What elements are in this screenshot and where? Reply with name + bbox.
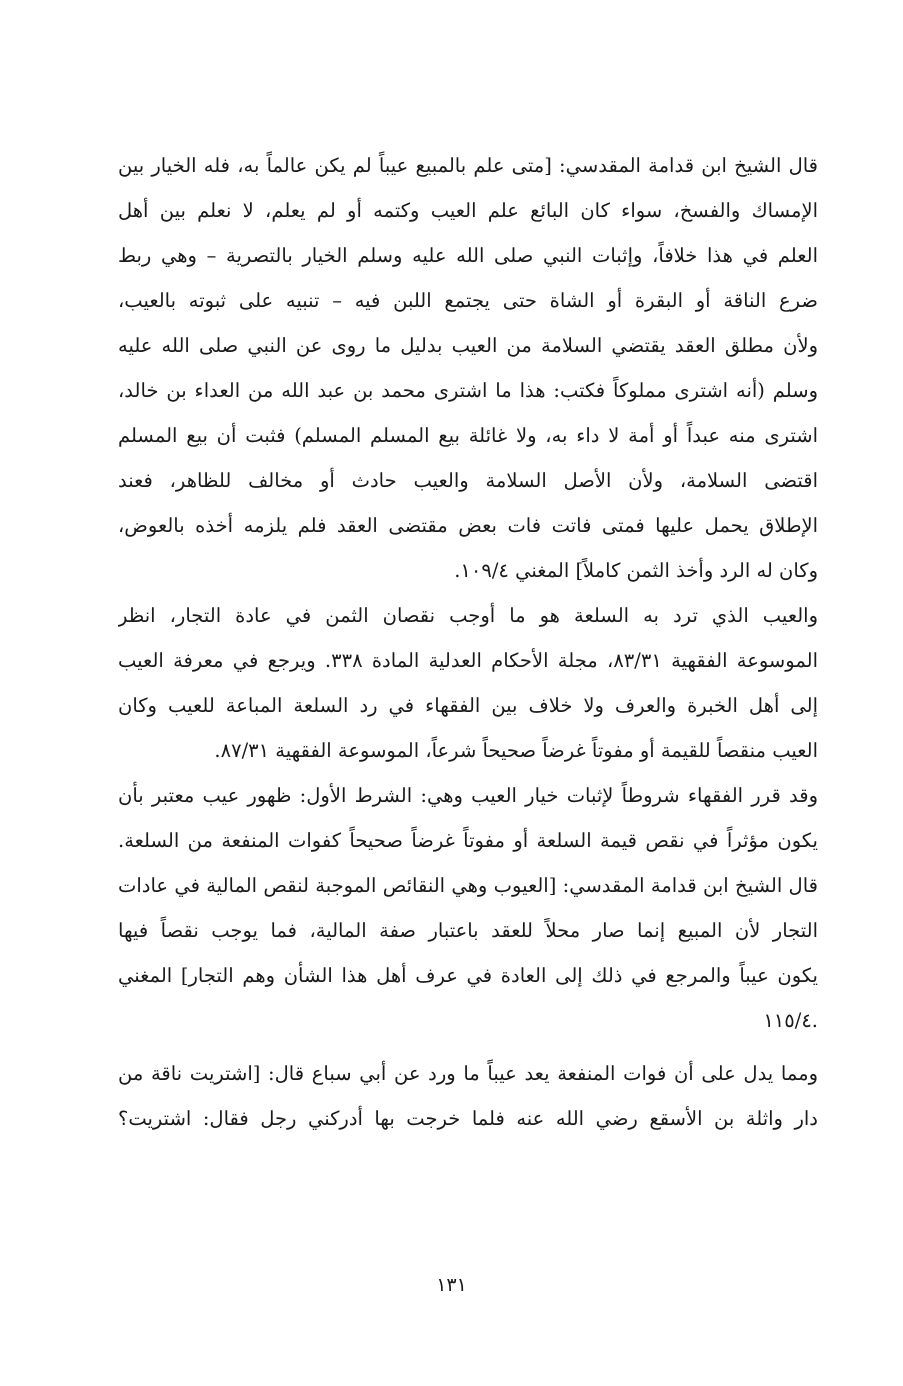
text-line: .١١٥/٤ bbox=[763, 1009, 818, 1032]
text-line: قال الشيخ ابن قدامة المقدسي: [متى علم بالمبيع عيباً لم يكن عالماً به، فله الخيار بين bbox=[118, 154, 818, 177]
text-line: وكان له الرد وأخذ الثمن كاملاً] المغني ١٠٩/٤. bbox=[454, 559, 818, 582]
text-line: الإطلاق يحمل عليها فمتى فاتت فات بعض مقتضى العقد فلم يلزمه أخذه بالعوض، bbox=[118, 514, 818, 537]
text-line: الموسوعة الفقهية ٨٣/٣١، مجلة الأحكام العدلية المادة ٣٣٨. ويرجع في معرفة العيب bbox=[118, 649, 818, 672]
text-line: العيب منقصاً للقيمة أو مفوتاً غرضاً صحيحاً شرعاً، الموسوعة الفقهية ٨٧/٣١. bbox=[214, 739, 818, 762]
text-line: إلى أهل الخبرة والعرف ولا خلاف بين الفقهاء في رد السلعة المباعة للعيب وكان bbox=[118, 694, 818, 717]
text-line: قال الشيخ ابن قدامة المقدسي: [العيوب وهي النقائص الموجبة لنقص المالية في عادات bbox=[118, 874, 818, 897]
text-line: العلم في هذا خلافاً، وإثبات النبي صلى الله عليه وسلم الخيار بالتصرية – وهي ربط bbox=[118, 244, 818, 267]
body-text bbox=[118, 143, 818, 1141]
text-line: ومما يدل على أن فوات المنفعة يعد عيباً ما ورد عن أبي سباع قال: [اشتريت ناقة من bbox=[118, 1062, 818, 1085]
text-line: اقتضى السلامة، ولأن الأصل السلامة والعيب حادث أو مخالف للظاهر، فعند bbox=[118, 469, 818, 492]
text-line: وسلم (أنه اشترى مملوكاً فكتب: هذا ما اشترى محمد بن عبد الله من العداء بن خالد، bbox=[118, 379, 818, 402]
text-line: يكون عيباً والمرجع في ذلك إلى العادة في عرف أهل هذا الشأن وهم التجار] المغني bbox=[118, 964, 818, 987]
text-line: دار واثلة بن الأسقع رضي الله عنه فلما خرجت بها أدركني رجل فقال: اشتريت؟ bbox=[118, 1107, 818, 1130]
text-line: اشترى منه عبداً أو أمة لا داء به، ولا غائلة بيع المسلم المسلم) فثبت أن بيع المسلم bbox=[118, 424, 818, 447]
text-line: يكون مؤثراً في نقص قيمة السلعة أو مفوتاً غرضاً صحيحاً كفوات المنفعة من السلعة. bbox=[118, 829, 818, 852]
text-line: وقد قرر الفقهاء شروطاً لإثبات خيار العيب وهي: الشرط الأول: ظهور عيب معتبر بأن bbox=[118, 784, 818, 807]
text-line: ضرع الناقة أو البقرة أو الشاة حتى يجتمع اللبن فيه – تنبيه على ثبوته بالعيب، bbox=[118, 289, 818, 312]
text-line: الإمساك والفسخ، سواء كان البائع علم العيب وكتمه أو لم يعلم، لا نعلم بين أهل bbox=[118, 199, 818, 222]
text-line: ولأن مطلق العقد يقتضي السلامة من العيب بدليل ما روى عن النبي صلى الله عليه bbox=[118, 334, 818, 357]
text-line: التجار لأن المبيع إنما صار محلاً للعقد باعتبار صفة المالية، فما يوجب نقصاً فيها bbox=[118, 919, 818, 942]
text-line: والعيب الذي ترد به السلعة هو ما أوجب نقصان الثمن في عادة التجار، انظر bbox=[118, 604, 818, 627]
page-number: ١٣١ bbox=[436, 1274, 467, 1296]
